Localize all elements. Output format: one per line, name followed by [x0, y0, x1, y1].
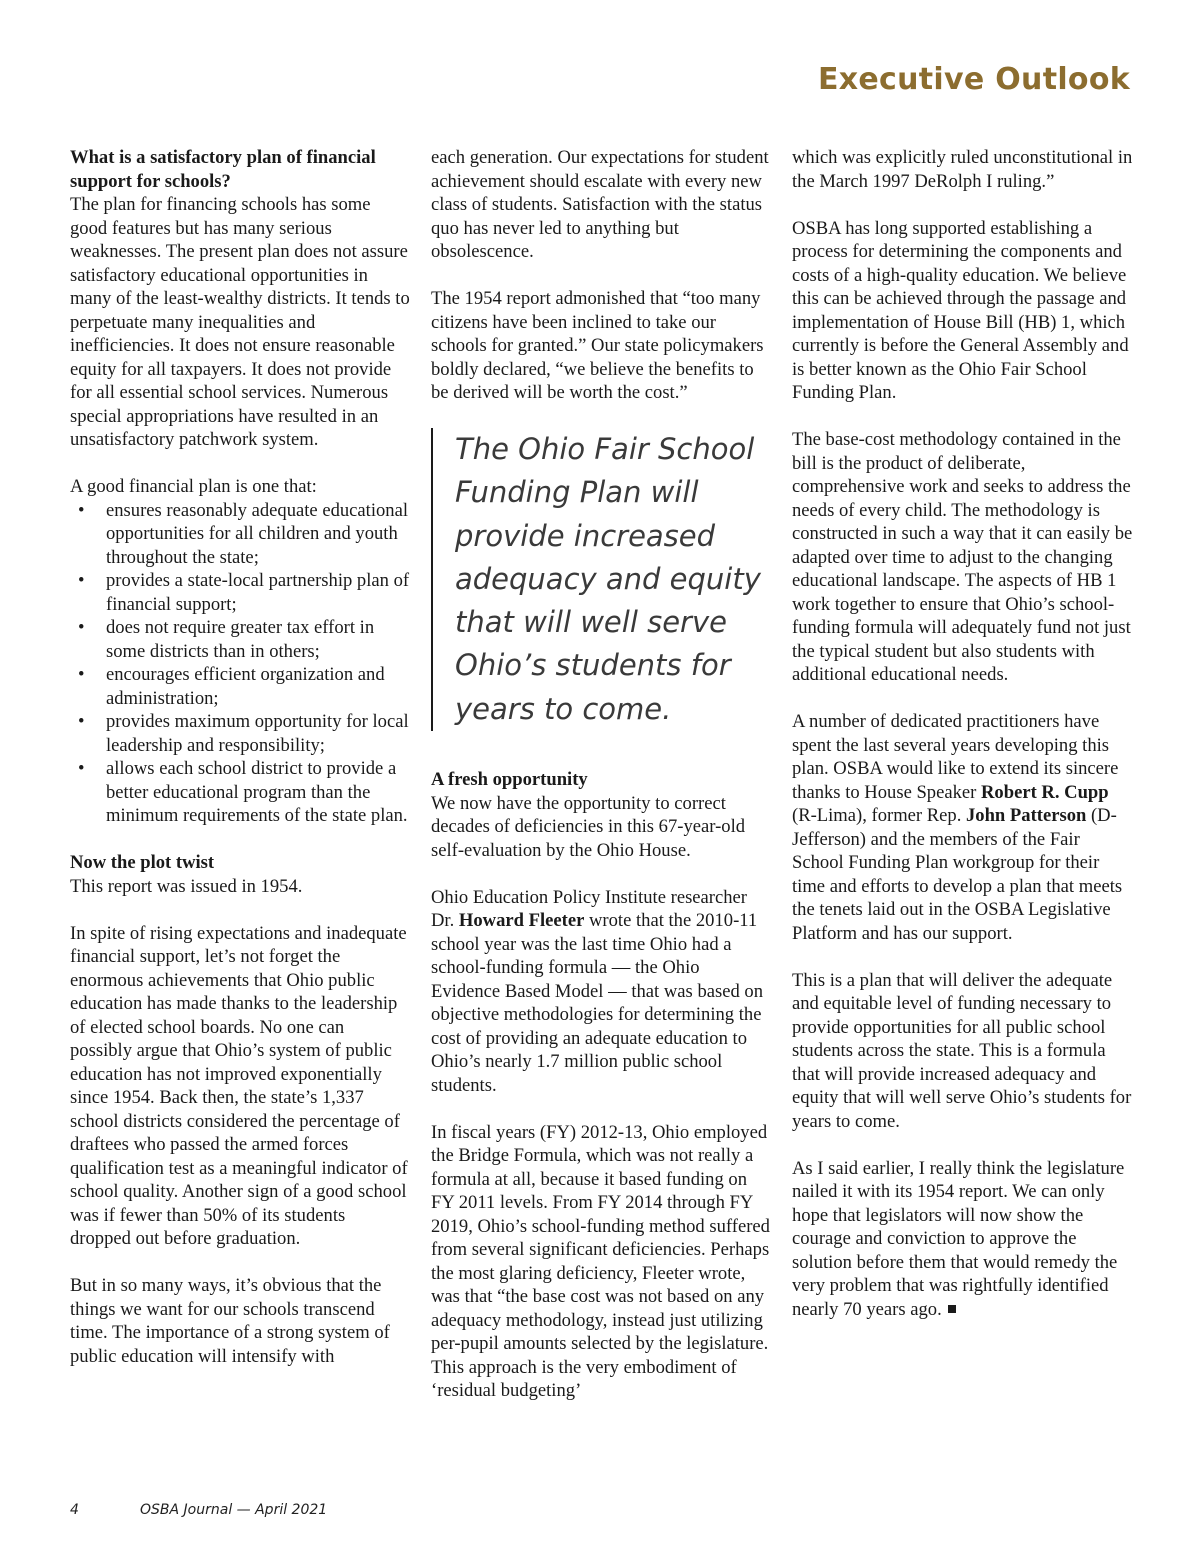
- list-item: • provides a state-local partnership plan of financial support;: [106, 569, 410, 616]
- col3-p4-text-c: (D-Jefferson) and the members of the Fair School Funding Plan workgroup for their time and efforts to develop a plan that meets the tenets laid out in the OSBA Legislative Platform and has our support.: [792, 805, 1123, 944]
- col1-paragraph-3: In spite of rising expectations and inadequate financial support, let’s not forget the enormous achievements that Ohio public education has made thanks to the leadership of elected school boards. No one can possibly argue that Ohio’s system of public education has not improved exponentially since 1954. Back then, the state’s 1,337 school districts considered the percentage of draftees who passed the armed forces qualification test as a meaningful indicator of school quality. Another sign of a good school was if fewer than 50% of its students dropped out before graduation.: [70, 922, 408, 1249]
- col3-p6-text: As I said earlier, I really think the legislature nailed it with its 1954 report. We can only hope that legislators will now show the courage and conviction to approve the solution before them that would remedy the very problem that was rightfully identified nearly 70 years ago.: [792, 1157, 1125, 1320]
- col2-paragraph-3: [431, 768, 771, 862]
- list-item: • allows each school district to provide a better educational program than the minimum requirements of the state plan.: [106, 757, 410, 828]
- col3-paragraph-2: OSBA has long supported establishing a process for determining the components and costs of a high-quality education. We believe this can be achieved through the passage and implementation of House Bill (HB) 1, which currently is before the General Assembly and is better known as the Ohio Fair School Funding Plan.: [792, 217, 1129, 403]
- page-footer: [70, 1502, 327, 1518]
- list-intro: A good financial plan is one that:: [70, 476, 317, 497]
- col2-paragraph-4: [431, 886, 771, 1098]
- heading-fresh-opportunity: A fresh opportunity: [431, 769, 588, 791]
- column-3: [792, 146, 1134, 1345]
- section-title: Executive Outlook: [817, 62, 1130, 97]
- list-item: • does not require greater tax effort in some districts than in others;: [106, 616, 410, 663]
- heading-satisfactory-plan: What is a satisfactory plan of financial support for schools?: [70, 147, 376, 192]
- col3-p4-text-a: A number of dedicated practitioners have spent the last several years developing this plan. OSBA would like to extend its sincere thanks to House Speaker: [792, 711, 1119, 803]
- col3-paragraph-3: The base-cost methodology contained in the bill is the product of deliberate, comprehensive work and seeks to address the needs of every child. The methodology is constructed in such a way that it can easily be adapted over time to adjust to the changing educational landscape. The aspects of HB 1 work together to ensure that Ohio’s school-funding formula will adequately fund not just the typical student but also students with additional educational needs.: [792, 429, 1133, 685]
- col1-paragraph-4: But in so many ways, it’s obvious that the things we want for our schools transcend time. The importance of a strong system of public education will intensify with: [70, 1275, 390, 1367]
- col2-p4-text-b: wrote that the 2010-11 school year was the last time Ohio had a school-funding formula — the Ohio Evidence Based Model — that was based on objective methodologies for determining the cost of providing an adequate education to Ohio’s nearly 1.7 million public school students.: [431, 910, 764, 1096]
- end-mark-icon: [948, 1305, 956, 1313]
- name-robert-cupp: Robert R. Cupp: [981, 781, 1109, 803]
- list-item: • encourages efficient organization and administration;: [106, 663, 410, 710]
- col1-paragraph-1: [70, 146, 410, 452]
- col3-paragraph-1: which was explicitly ruled unconstitutional in the March 1997 DeRolph I ruling.”: [792, 147, 1133, 192]
- publication-name: OSBA Journal — April 2021: [140, 1502, 328, 1518]
- col1-paragraph-2: [70, 851, 410, 898]
- pull-quote: The Ohio Fair School Funding Plan will provide increased adequacy and equity that will well serve Ohio’s students for years to come.: [431, 428, 771, 731]
- col3-paragraph-5: This is a plan that will deliver the adequate and equitable level of funding necessary to provide opportunities for all public school students across the state. This is a formula that will provide increased adequacy and equity that will well serve Ohio’s students for years to come.: [792, 969, 1132, 1132]
- plan-criteria-list: [70, 499, 410, 828]
- list-item: • provides maximum opportunity for local leadership and responsibility;: [106, 710, 410, 757]
- col2-paragraph-1: each generation. Our expectations for student achievement should escalate with every new class of students. Satisfaction with the status quo has never led to anything but obsolescence.: [431, 147, 769, 262]
- column-2: [431, 146, 771, 1426]
- col2-paragraph-5: In fiscal years (FY) 2012-13, Ohio employed the Bridge Formula, which was not really a formula at all, because it based funding on FY 2011 levels. From FY 2014 through FY 2019, Ohio’s school-funding method suffered from several significant deficiencies. Perhaps the most glaring deficiency, Fleeter wrote, was that “the base cost was not based on any adequacy methodology, instead just utilizing per-pupil amounts selected by the legislature. This approach is the very embodiment of ‘residual budgeting’: [431, 1121, 770, 1402]
- name-john-patterson: John Patterson: [966, 805, 1087, 826]
- col3-p4-text-b: (R-Lima), former Rep.: [792, 805, 966, 826]
- col2-p3-text: We now have the opportunity to correct decades of deficiencies in this 67-year-old self-evaluation by the Ohio House.: [431, 792, 746, 861]
- col3-paragraph-4: [792, 710, 1134, 945]
- col3-paragraph-6: [792, 1157, 1134, 1322]
- col2-p4-text-a: Ohio Education Policy Institute researcher Dr.: [431, 886, 747, 932]
- name-howard-fleeter: Howard Fleeter: [458, 910, 585, 932]
- col1-p2-text: This report was issued in 1954.: [70, 875, 303, 897]
- list-item: • ensures reasonably adequate educational opportunities for all children and youth throughout the state;: [106, 499, 410, 570]
- col1-p1-text: The plan for financing schools has some good features but has many serious weaknesses. The present plan does not assure satisfactory educational opportunities in many of the least-wealthy districts. It tends to perpetuate many inequalities and inefficiencies. It does not ensure reasonable equity for all taxpayers. It does not provide for all essential school services. Numerous special appropriations have resulted in an unsatisfactory patchwork system.: [70, 194, 410, 450]
- heading-plot-twist: Now the plot twist: [70, 852, 215, 873]
- col2-paragraph-2: The 1954 report admonished that “too many citizens have been inclined to take our schools for granted.” Our state policymakers boldly declared, “we believe the benefits to be derived will be worth the cost.”: [431, 288, 764, 403]
- page-number: 4: [70, 1502, 79, 1518]
- column-1: [70, 146, 410, 1392]
